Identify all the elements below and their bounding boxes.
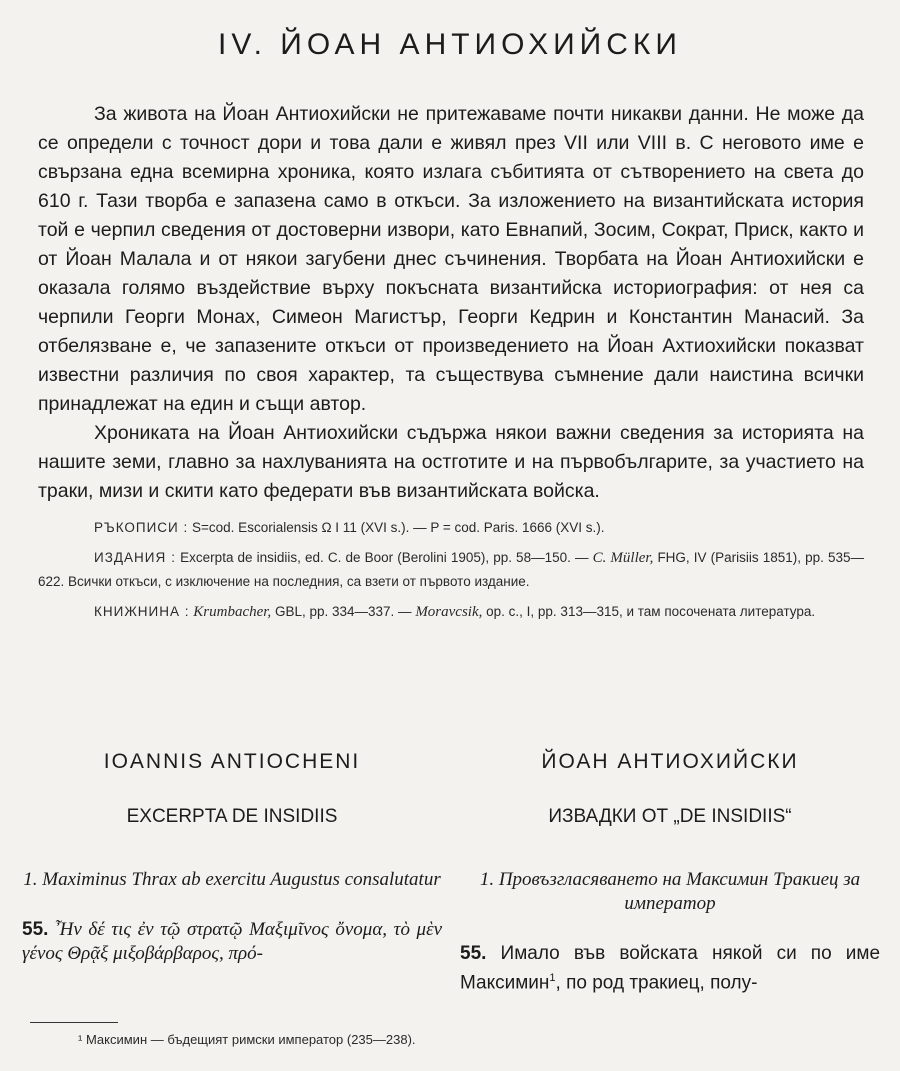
bulgarian-excerpt-number: 55. — [460, 943, 487, 964]
literature-text-a: GBL, pp. 334—337. — — [274, 604, 412, 619]
editions-text-a: Excerpta de insidiis, ed. C. de Boor (Berolini 1905), pp. 58—150. — — [180, 550, 589, 565]
bibliography — [38, 516, 864, 630]
literature-author-2: Moravcsik, — [415, 604, 483, 620]
latin-excerpt-number: 55. — [22, 919, 49, 940]
footnote: ¹ Максимин — бъдещият римски император (235—238). — [78, 1032, 416, 1047]
literature-label: КНИЖНИНА : — [94, 604, 190, 619]
editions-entry — [38, 546, 864, 594]
footnote-divider — [30, 1022, 118, 1023]
latin-excerpt — [22, 918, 442, 966]
footnote-reference[interactable]: 1 — [549, 972, 556, 984]
bulgarian-subheading: ИЗВАДКИ ОТ „DE INSIDIIS“ — [548, 806, 792, 827]
latin-column — [22, 750, 442, 966]
bulgarian-heading: ЙОАН АНТИОХИЙСКИ — [541, 750, 799, 773]
bulgarian-excerpt — [460, 942, 880, 995]
bulgarian-section-title: 1. Провъзгласяването на Максимин Тракиец за император — [479, 869, 861, 914]
literature-author-1: Krumbacher, — [193, 604, 272, 620]
latin-excerpt-text: Ἦν δέ τις ἐν τῷ στρατῷ Μαξιμῖνος ὄνομα, τὸ μὲν γένος Θρᾷξ μιξοβάρβαρος, πρό- — [22, 919, 442, 964]
bulgarian-column — [460, 750, 880, 995]
latin-heading: IOANNIS ANTIOCHENI — [103, 750, 361, 773]
literature-entry — [38, 600, 864, 624]
latin-subheading: EXCERPTA DE INSIDIIS — [126, 806, 338, 827]
manuscripts-text: S=cod. Escorialensis Ω I 11 (XVI s.). — P = cod. Paris. 1666 (XVI s.). — [192, 520, 605, 535]
editions-label: ИЗДАНИЯ : — [94, 550, 177, 565]
editions-text-b: FHG, IV (Parisiis 1851), pp. 535—622. Всички откъси, с изключение на последния, са взети от първото издание. — [38, 550, 864, 589]
intro-text — [38, 100, 864, 506]
manuscripts-entry — [38, 516, 864, 540]
editions-author: C. Müller, — [592, 550, 654, 566]
chapter-title: IV. ЙОАН АНТИОХИЙСКИ — [218, 28, 682, 61]
literature-text-b: op. c., I, pp. 313—315, и там посочената литература. — [486, 604, 816, 619]
intro-paragraph-1: За живота на Йоан Антиохийски не притежаваме почти никакви данни. Не може да се определи с точност дори и това дали е живял през VII или VIII в. С неговото име е свързана една всемирна хроника, която излага събитията от сътворението на света до 610 г. Тази творба е запазена само в откъси. За изложението на византийската история той е черпил сведения от достоверни извори, като Евнапий, Зосим, Сократ, Приск, както и от Йоан Малала и от някои загубени днес съчинения. Творбата на Йоан Антиохийски е оказала голямо въздействие върху покъсната византийска историография: от нея са черпили Георги Монах, Симеон Магистър, Георги Кедрин и Константин Манасий. За отбелязване е, че запазените откъси от произведението на Йоан Ахтиохийски показват известни различия по своя характер, та съществува съмнение дали наистина всички принадлежат на един и същи автор. — [38, 103, 864, 415]
bulgarian-excerpt-text-after: , по род тракиец, полу- — [555, 972, 758, 994]
manuscripts-label: РЪКОПИСИ : — [94, 520, 189, 535]
intro-paragraph-2: Хрониката на Йоан Антиохийски съдържа някои важни сведения за историята на нашите земи, главно за нахлуванията на остготите и на първобългарите, за участието на траки, мизи и скити като федерати във византийската войска. — [38, 422, 864, 502]
bulgarian-excerpt-text-before: Имало във войската някой си по име Максимин — [460, 943, 881, 994]
latin-section-title: 1. Maximinus Thrax ab exercitu Augustus consalutatur — [23, 869, 441, 890]
